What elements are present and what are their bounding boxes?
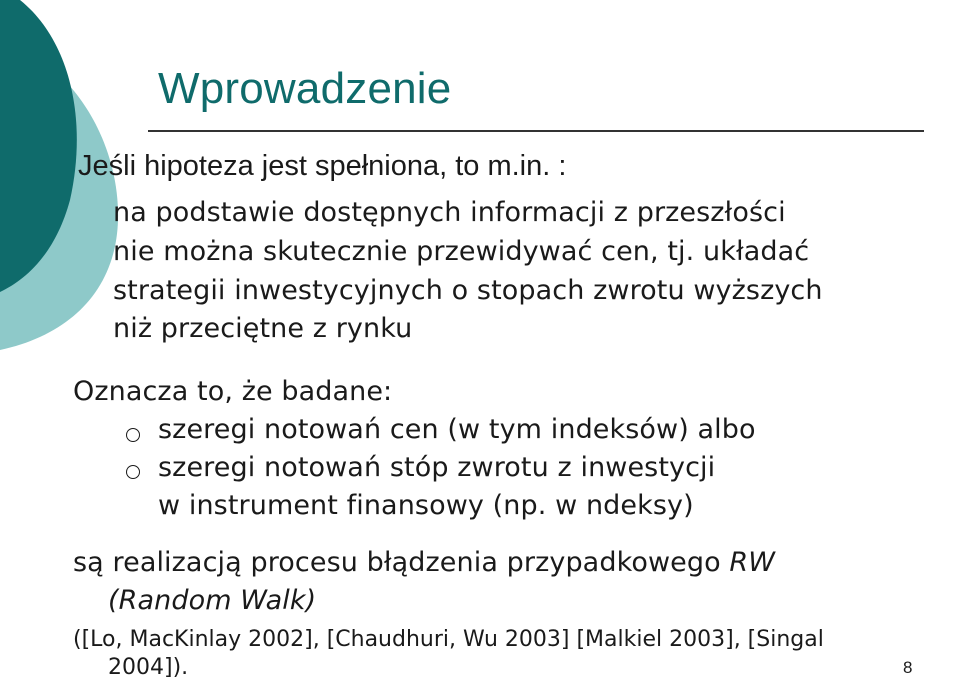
paragraph-line-2: nie można skutecznie przewidywać cen, tj. układać <box>113 236 810 267</box>
slide-title: Wprowadzenie <box>158 64 452 113</box>
conclusion-text: są realizacją procesu błądzenia przypadkowego <box>73 547 730 578</box>
conclusion-rw: RW <box>729 547 776 578</box>
bullet-item-2-line-2: w instrument finansowy (np. w ndeksy) <box>158 490 694 521</box>
means-heading: Oznacza to, że badane: <box>73 376 393 407</box>
conclusion-line-2: (Random Walk) <box>108 585 317 616</box>
page-number: 8 <box>903 658 913 677</box>
bullet-circle-icon <box>126 465 140 479</box>
references-line-1: ([Lo, MacKinlay 2002], [Chaudhuri, Wu 2003] [Malkiel 2003], [Singal <box>73 627 824 652</box>
bullet-item-1: szeregi notowań cen (w tym indeksów) albo <box>158 414 756 445</box>
paragraph-line-3: strategii inwestycyjnych o stopach zwrotu wyższych <box>113 275 823 306</box>
references-line-2: 2004]). <box>108 655 189 680</box>
title-divider <box>148 130 924 132</box>
paragraph-line-1: na podstawie dostępnych informacji z przeszłości <box>113 197 786 228</box>
bullet-item-2-line-1: szeregi notowań stóp zwrotu z inwestycji <box>158 452 716 483</box>
bullet-circle-icon <box>126 428 140 442</box>
conclusion-line-1 <box>73 547 775 578</box>
paragraph-line-4: niż przeciętne z rynku <box>113 313 413 344</box>
intro-line: Jeśli hipoteza jest spełniona, to m.in. : <box>78 150 567 182</box>
